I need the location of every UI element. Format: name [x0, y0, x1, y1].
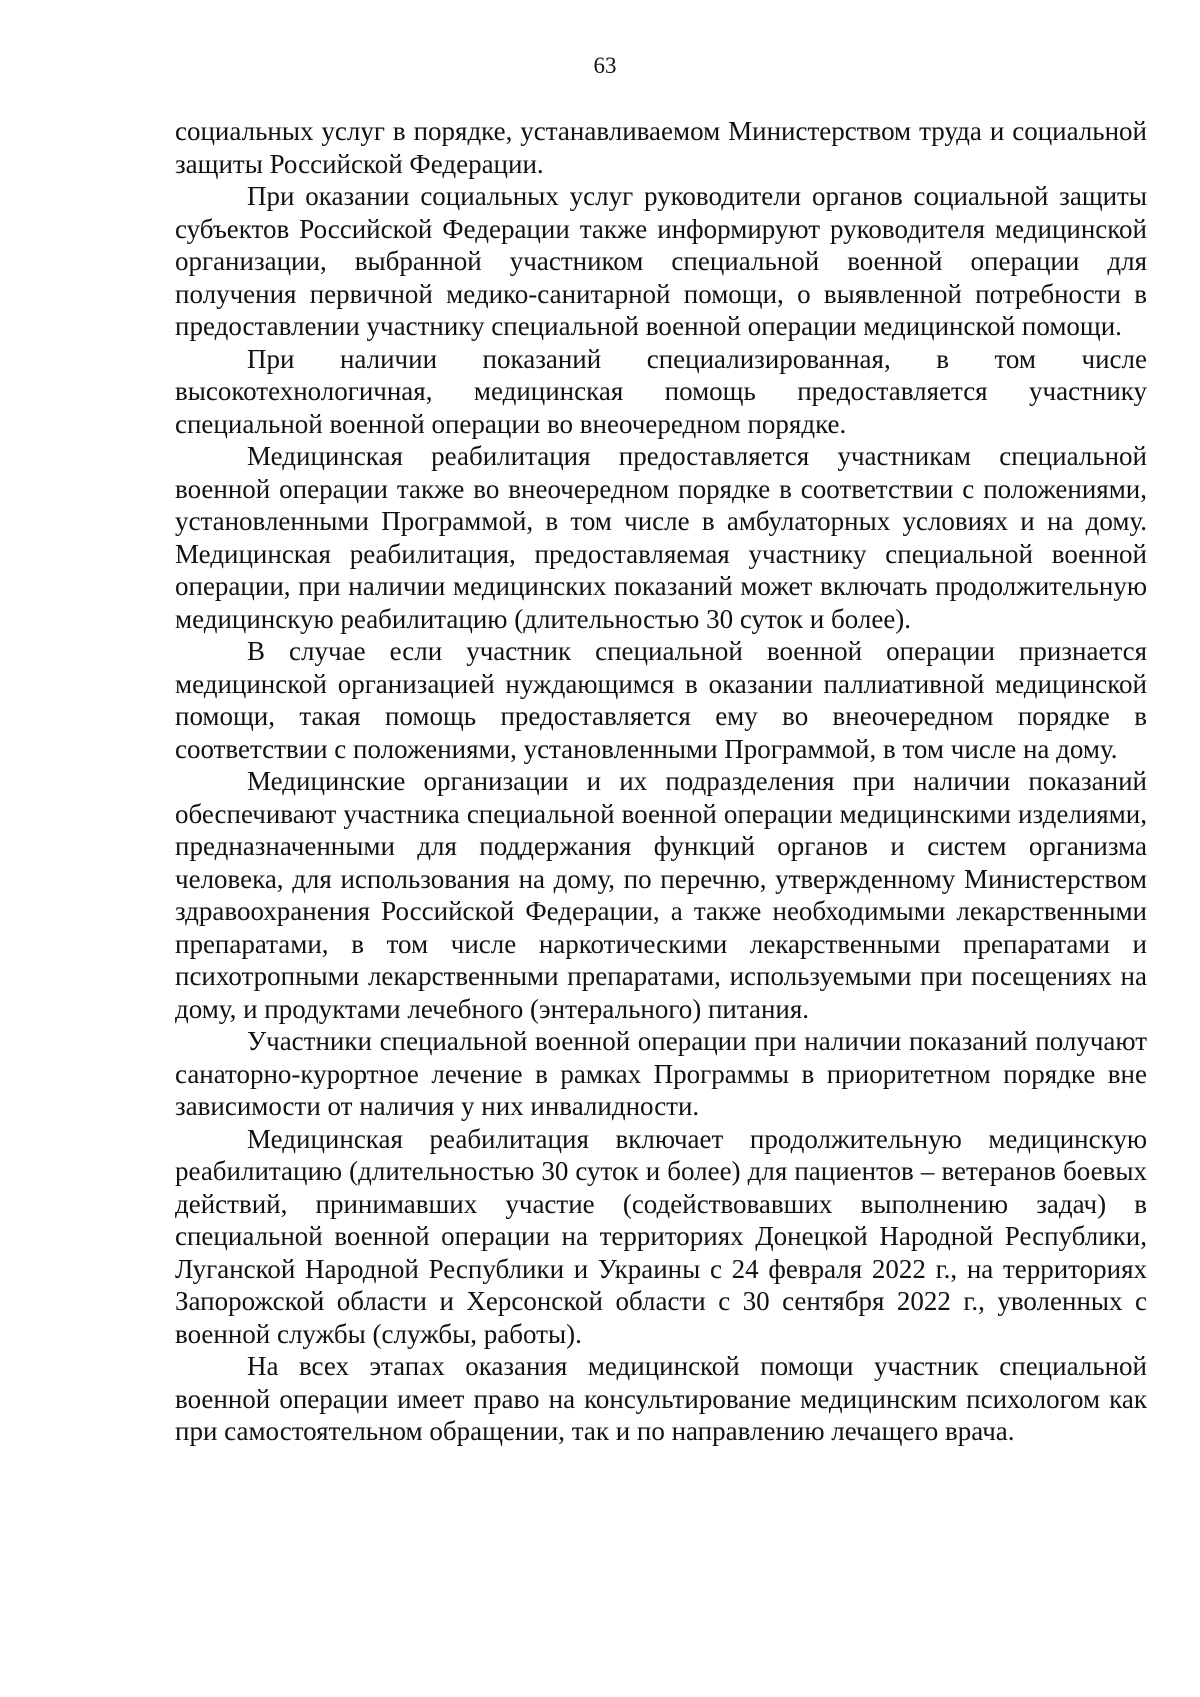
paragraph: Медицинские организации и их подразделения при наличии показаний обеспечивают участника специальной военной операции медицинскими изделиями, предназначенными для поддержания функций органов и систем организма человека, для использования на дому, по перечню, утвержденному Министерством здравоохранения Российской Федерации, а также необходимыми лекарственными препаратами, в том числе наркотическими лекарственными препаратами и психотропными лекарственными препаратами, используемыми при посещениях на дому, и продуктами лечебного (энтерального) питания.: [175, 766, 1147, 1024]
page-number: 63: [593, 53, 617, 78]
paragraph-continuation: социальных услуг в порядке, устанавливаемом Министерством труда и социальной защиты Российской Федерации.: [175, 116, 1147, 179]
paragraph: При оказании социальных услуг руководители органов социальной защиты субъектов Российской Федерации также информируют руководителя медицинской организации, выбранной участником специальной военной операции для получения первичной медико-санитарной помощи, о выявленной потребности в предоставлении участнику специальной военной операции медицинской помощи.: [175, 181, 1147, 341]
paragraph: Медицинская реабилитация предоставляется участникам специальной военной операции также во внеочередном порядке в соответствии с положениями, установленными Программой, в том числе в амбулаторных условиях и на дому. Медицинская реабилитация, предоставляемая участнику специальной военной операции, при наличии медицинских показаний может включать продолжительную медицинскую реабилитацию (длительностью 30 суток и более).: [175, 441, 1147, 634]
document-body: [175, 115, 1147, 1448]
paragraph: При наличии показаний специализированная, в том числе высокотехнологичная, медицинская помощь предоставляется участнику специальной военной операции во внеочередном порядке.: [175, 343, 1147, 439]
paragraph: На всех этапах оказания медицинской помощи участник специальной военной операции имеет право на консультирование медицинским психологом как при самостоятельном обращении, так и по направлению лечащего врача.: [175, 1351, 1147, 1446]
paragraph: Участники специальной военной операции при наличии показаний получают санаторно-курортное лечение в рамках Программы в приоритетном порядке вне зависимости от наличия у них инвалидности.: [175, 1026, 1147, 1121]
paragraph: Медицинская реабилитация включает продолжительную медицинскую реабилитацию (длительностью 30 суток и более) для пациентов – ветеранов боевых действий, принимавших участие (содействовавших выполнению задач) в специальной военной операции на территориях Донецкой Народной Республики, Луганской Народной Республики и Украины с 24 февраля 2022 г., на территориях Запорожской области и Херсонской области с 30 сентября 2022 г., уволенных с военной службы (службы, работы).: [175, 1123, 1147, 1349]
paragraph: В случае если участник специальной военной операции признается медицинской организацией нуждающимся в оказании паллиативной медицинской помощи, такая помощь предоставляется ему во внеочередном порядке в соответствии с положениями, установленными Программой, в том числе на дому.: [175, 636, 1147, 764]
